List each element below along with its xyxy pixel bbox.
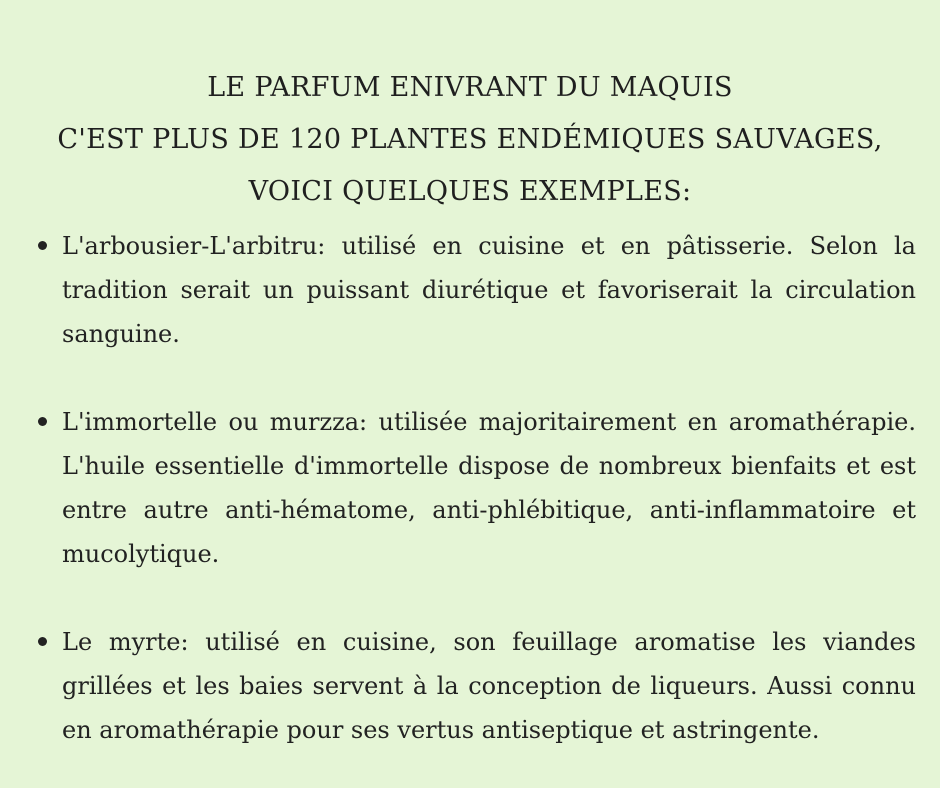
list-item-text: Le myrte: utilisé en cuisine, son feuillage aromatise les viandes grillées et les baies servent à la conception de liqueurs. Aussi connu en aromathérapie pour ses vertus antiseptique et astringente. — [62, 628, 916, 744]
heading-line-3: VOICI QUELQUES EXEMPLES: — [248, 176, 692, 208]
heading-line-2: C'EST PLUS DE 120 PLANTES ENDÉMIQUES SAUVAGES, — [57, 124, 883, 156]
list-item-arbousier — [62, 224, 916, 356]
list-item-myrte — [62, 620, 916, 752]
bullet-icon — [38, 241, 47, 250]
bullet-icon — [38, 417, 47, 426]
heading-line-1: LE PARFUM ENIVRANT DU MAQUIS — [207, 72, 733, 104]
list-item-text: L'arbousier-L'arbitru: utilisé en cuisine et en pâtisserie. Selon la tradition serait un puissant diurétique et favoriserait la circulation sanguine. — [62, 232, 916, 348]
plant-list — [62, 224, 916, 752]
bullet-icon — [38, 637, 47, 646]
list-item-text: L'immortelle ou murzza: utilisée majoritairement en aromathérapie. L'huile essentielle d'immortelle dispose de nombreux bienfaits et est entre autre anti-hématome, anti-phlébitique, anti-inflammatoire et mucolytique. — [62, 408, 916, 568]
list-item-immortelle — [62, 400, 916, 576]
page-heading — [0, 62, 940, 218]
